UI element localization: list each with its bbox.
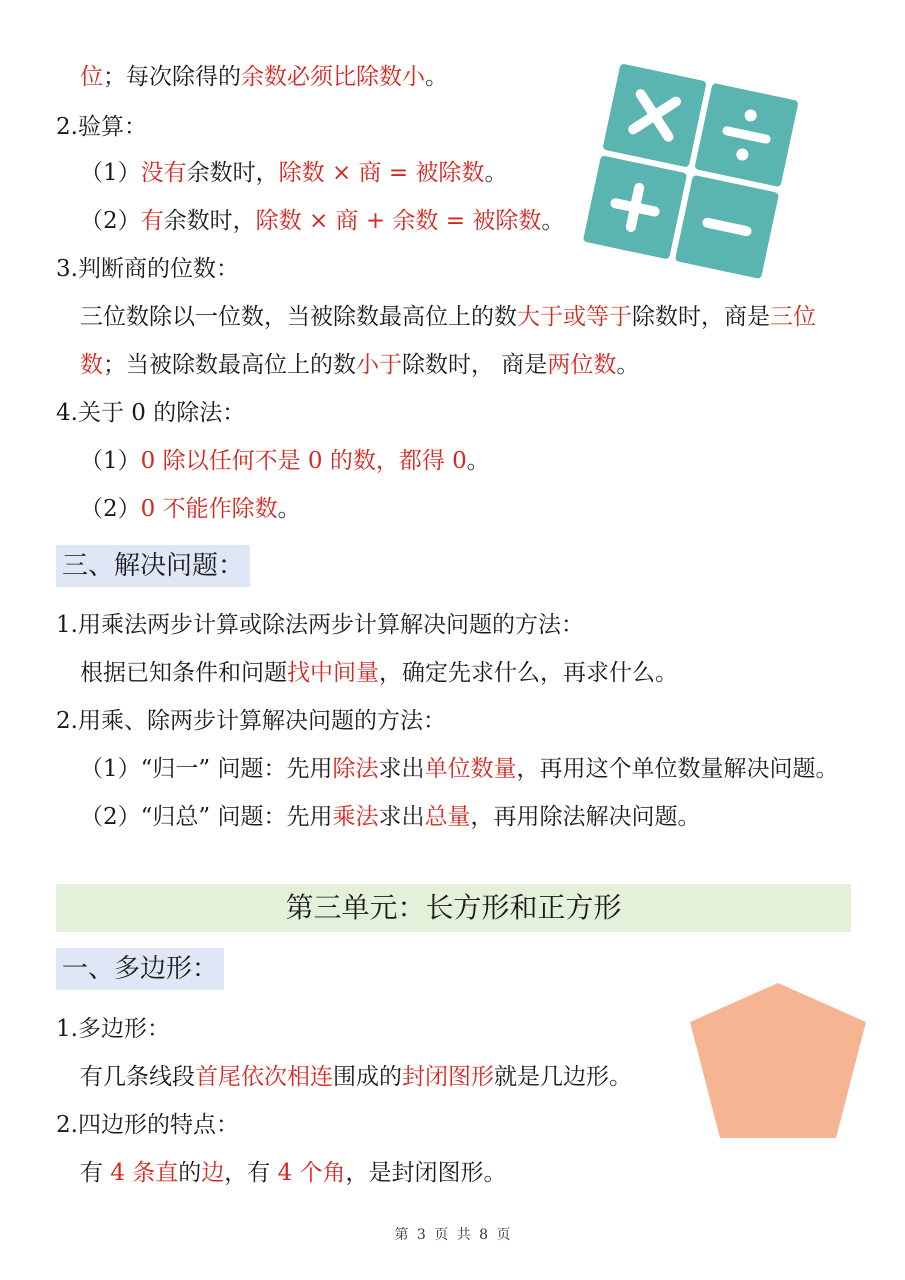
digits-title: 3.判断商的位数：	[56, 256, 239, 282]
text-run: 没有	[140, 160, 187, 186]
text-run: ；每次除得的	[103, 64, 241, 90]
text-run: 边	[201, 1160, 225, 1186]
text-run: 余数时，	[186, 160, 279, 186]
text-run: 就是几边形。	[494, 1064, 632, 1090]
method-body-1	[80, 658, 678, 688]
method-title-2: 2.用乘、除两步计算解决问题的方法：	[56, 708, 446, 734]
current-page-number: 3	[416, 1227, 426, 1243]
page-footer	[0, 1224, 905, 1244]
text-run: （1）	[80, 160, 141, 186]
footer-text: 共	[456, 1227, 471, 1243]
text-run: 数	[80, 352, 103, 378]
text-run: 。	[484, 160, 508, 186]
text-run: （2）	[80, 208, 141, 234]
text-run: 除法	[332, 756, 379, 782]
text-run: 0 除以任何不是 0 的数，都得 0	[140, 448, 467, 474]
rule-remainder-line	[80, 62, 448, 92]
check-title: 2.验算：	[56, 114, 147, 140]
text-run: 两位数	[547, 352, 617, 378]
footer-text: 页	[496, 1227, 511, 1243]
text-run: 0 不能作除数	[140, 496, 278, 522]
text-run: 余数必须比除数小	[241, 64, 425, 90]
text-run: 除数时，商是	[632, 304, 770, 330]
method-title-1: 1.用乘法两步计算或除法两步计算解决问题的方法：	[56, 612, 584, 638]
text-run: 位	[80, 64, 103, 90]
section-heading: 三、解决问题：	[56, 545, 250, 587]
text-run: ，再用这个单位数量解决问题。	[516, 756, 839, 782]
text-run: 。	[616, 352, 640, 378]
pentagon-shape	[686, 980, 870, 1142]
text-run: 小于	[356, 352, 402, 378]
text-run: ，有	[224, 1160, 278, 1186]
polygon-definition	[80, 1062, 632, 1092]
text-run: 封闭图形	[402, 1064, 494, 1090]
text-run: 。	[277, 496, 301, 522]
text-run: ，再用除法解决问题。	[470, 804, 701, 830]
footer-text: 页	[434, 1227, 449, 1243]
zero-title: 4.关于 0 的除法：	[56, 400, 246, 426]
text-run: 。	[541, 208, 565, 234]
text-run: 求出	[378, 756, 425, 782]
operator-tiles-image	[572, 54, 808, 286]
text-run: 首尾依次相连	[195, 1064, 333, 1090]
unit-title: 第三单元：长方形和正方形	[56, 884, 851, 932]
text-run: 总量	[424, 804, 471, 830]
text-run: （1）“归一” 问题：先用	[80, 756, 333, 782]
text-run: 有	[80, 1160, 111, 1186]
text-run: 乘法	[332, 804, 379, 830]
polygon-heading: 一、多边形：	[56, 948, 224, 990]
text-run: （2）	[80, 496, 141, 522]
zero-rule-1	[80, 446, 490, 476]
method-total-problem	[80, 802, 700, 832]
text-run: 除数 × 商 = 被除数	[278, 160, 485, 186]
check-no-remainder	[80, 158, 507, 188]
text-run: 4 条直	[110, 1160, 179, 1186]
text-run: （2）“归总” 问题：先用	[80, 804, 333, 830]
quadrilateral-title: 2.四边形的特点：	[56, 1112, 239, 1138]
check-with-remainder	[80, 206, 564, 236]
text-run: 有几条线段	[80, 1064, 195, 1090]
text-run: ，确定先求什么，再求什么。	[379, 660, 678, 686]
text-run: 有	[140, 208, 164, 234]
total-page-count: 8	[479, 1227, 489, 1243]
text-run: 的	[178, 1160, 202, 1186]
text-run: 大于或等于	[517, 304, 632, 330]
text-run: 三位	[770, 304, 816, 330]
text-run: 根据已知条件和问题	[80, 660, 287, 686]
zero-rule-2	[80, 494, 301, 524]
text-run: 求出	[378, 804, 425, 830]
text-run: ；当被除数最高位上的数	[103, 352, 356, 378]
text-run: 4 个角	[277, 1160, 346, 1186]
text-run: 除数 × 商 + 余数 = 被除数	[255, 208, 542, 234]
text-run: 单位数量	[424, 756, 517, 782]
text-run: 。	[466, 448, 490, 474]
text-run: 余数时，	[163, 208, 256, 234]
text-run: 。	[425, 64, 448, 90]
method-unit-problem	[80, 754, 838, 784]
digits-line-2	[80, 350, 639, 380]
quadrilateral-features	[80, 1158, 507, 1188]
footer-text: 第	[394, 1227, 409, 1243]
text-run: 找中间量	[287, 660, 379, 686]
digits-line-1	[80, 302, 816, 332]
text-run: 三位数除以一位数，当被除数最高位上的数	[80, 304, 517, 330]
text-run: ，是封闭图形。	[345, 1160, 507, 1186]
text-run: 围成的	[333, 1064, 402, 1090]
polygon-title: 1.多边形：	[56, 1016, 170, 1042]
text-run: 除数时， 商是	[402, 352, 548, 378]
text-run: （1）	[80, 448, 141, 474]
